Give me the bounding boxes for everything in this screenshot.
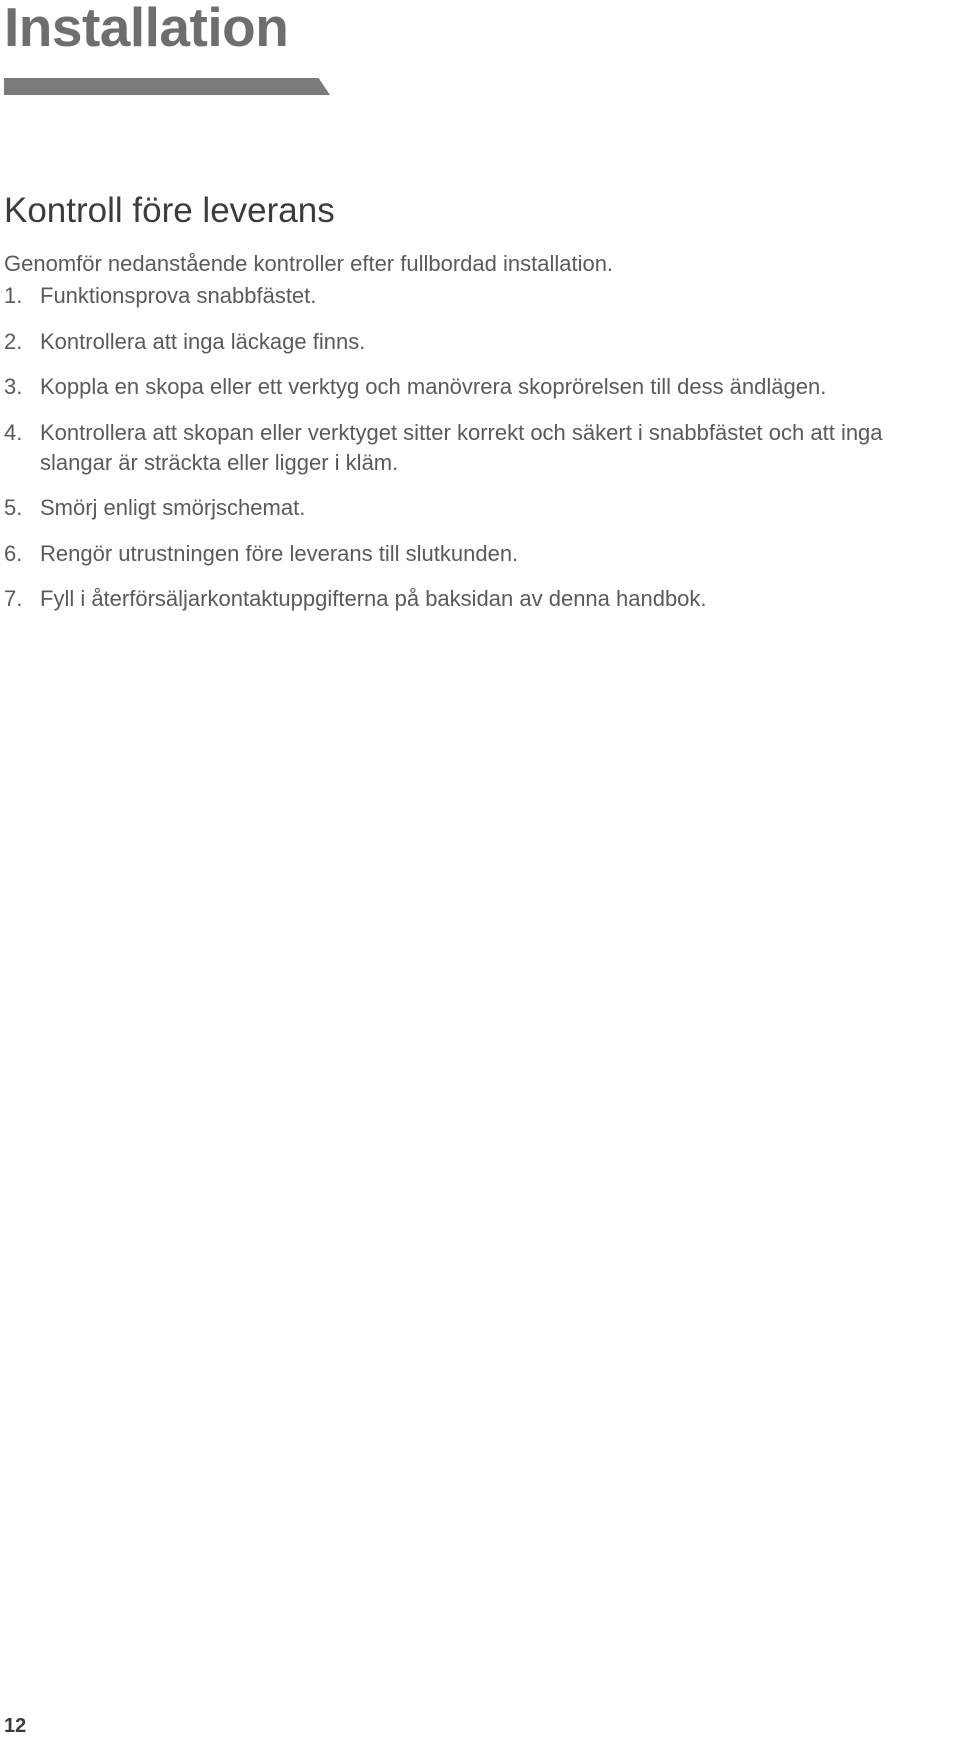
intro-paragraph: Genomför nedanstående kontroller efter fullbordad installation. bbox=[4, 251, 614, 276]
step-text: Koppla en skopa eller ett verktyg och manövrera skoprörelsen till dess ändlägen. bbox=[40, 374, 827, 399]
page-number: 12 bbox=[4, 1715, 27, 1737]
step-number: 3. bbox=[4, 374, 23, 399]
step-text: Kontrollera att skopan eller verktyget sitter korrekt och säkert i snabbfästet och att inga slangar är sträckta eller ligger i kläm. bbox=[40, 419, 883, 475]
step-text: Fyll i återförsäljarkontaktuppgifterna på baksidan av denna handbok. bbox=[40, 586, 707, 611]
list-item bbox=[4, 327, 959, 357]
step-text: Smörj enligt smörjschemat. bbox=[40, 495, 306, 520]
list-item bbox=[4, 584, 959, 614]
list-item bbox=[4, 539, 959, 569]
list-item bbox=[4, 418, 959, 478]
list-item bbox=[4, 493, 959, 523]
title-underline-bar bbox=[4, 78, 330, 95]
step-text: Rengör utrustningen före leverans till slutkunden. bbox=[40, 540, 519, 566]
section-title: Kontroll före leverans bbox=[4, 191, 335, 230]
step-number: 6. bbox=[4, 540, 23, 566]
step-number: 4. bbox=[4, 419, 23, 445]
checklist bbox=[4, 281, 959, 630]
step-number: 5. bbox=[4, 495, 23, 520]
step-number: 7. bbox=[4, 586, 23, 611]
list-item bbox=[4, 281, 959, 311]
step-number: 1. bbox=[4, 283, 23, 308]
list-item bbox=[4, 372, 959, 402]
step-text: Kontrollera att inga läckage finns. bbox=[40, 328, 366, 354]
step-text: Funktionsprova snabbfästet. bbox=[40, 283, 317, 308]
page-title: Installation bbox=[4, 0, 289, 58]
step-number: 2. bbox=[4, 328, 23, 354]
